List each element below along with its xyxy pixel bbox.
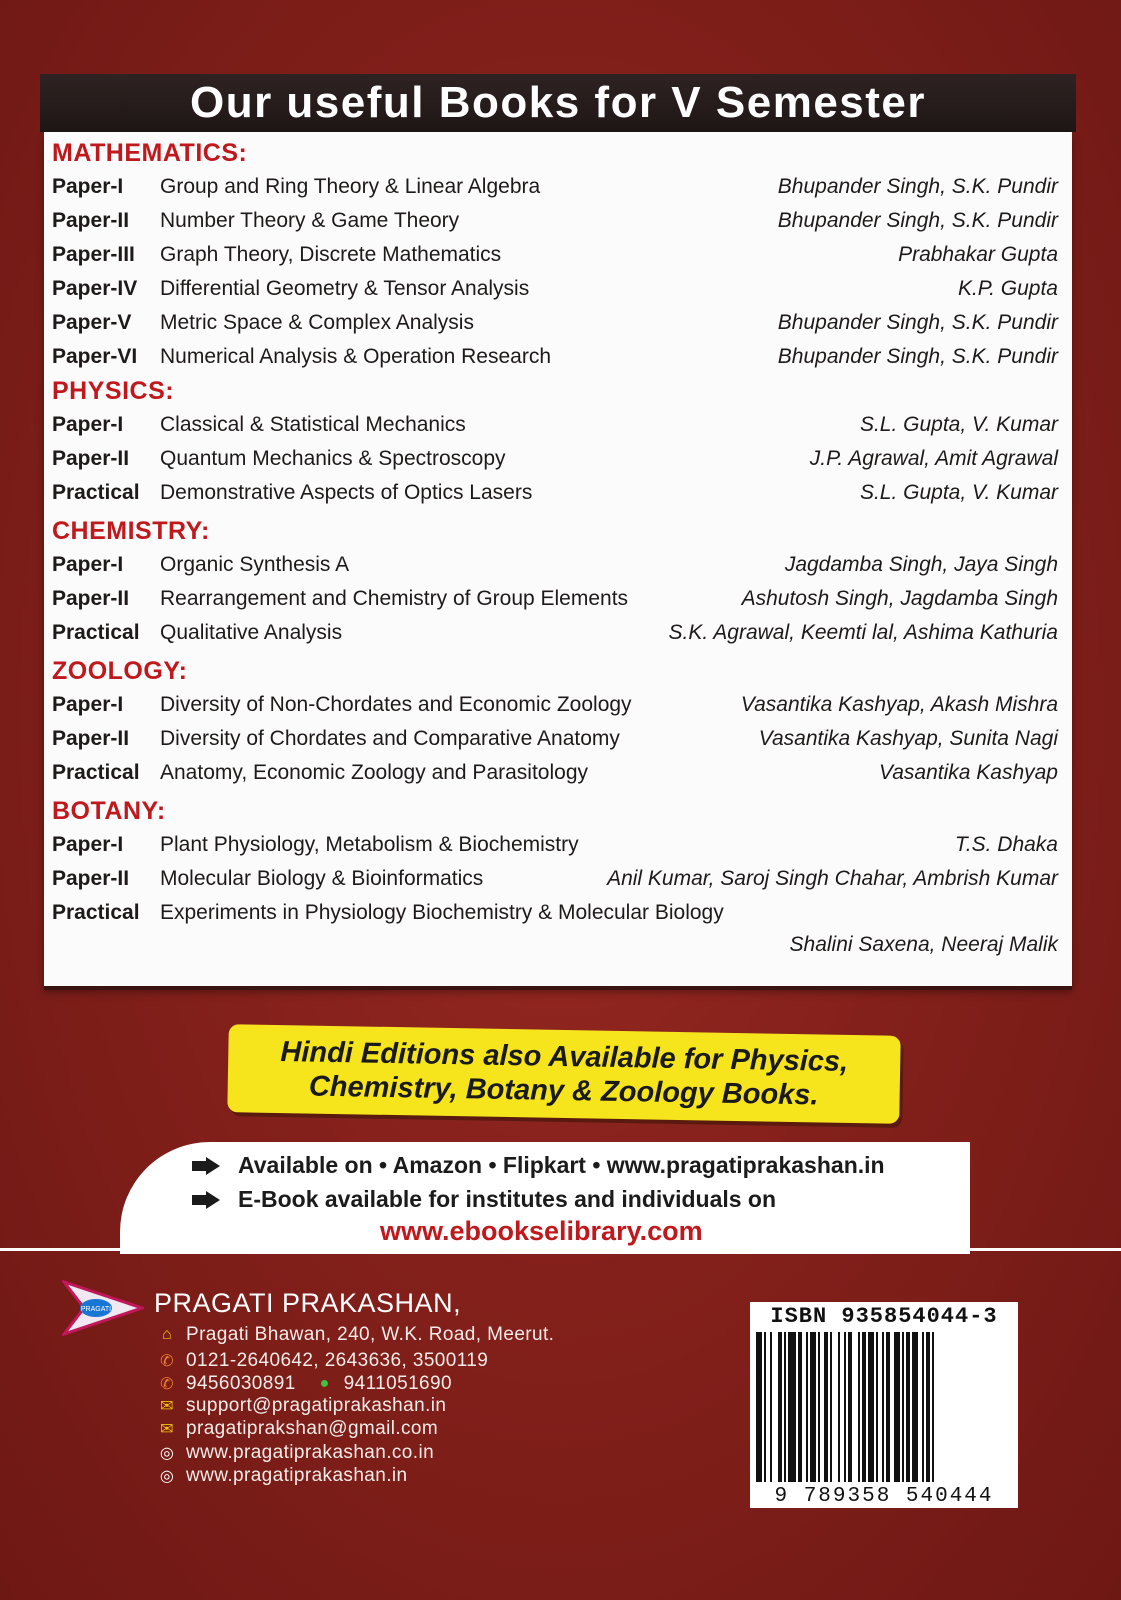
book-row: [52, 340, 1058, 374]
book-title: Diversity of Chordates and Comparative Anatomy: [160, 727, 620, 750]
book-row: [52, 616, 1058, 650]
mail-icon: ✉: [160, 1398, 174, 1415]
section-title: MATHEMATICS:: [52, 139, 248, 167]
whatsapp-icon: ●: [319, 1375, 330, 1392]
book-row: [52, 442, 1058, 476]
book-row: [52, 582, 1058, 616]
logo-text: PRAGATI: [80, 1306, 112, 1313]
book-author: S.L. Gupta, V. Kumar: [859, 413, 1058, 436]
section-physics: [52, 374, 1058, 510]
paper-label: Paper-I: [52, 175, 124, 198]
book-author: Bhupander Singh, S.K. Pundir: [777, 209, 1058, 232]
page-title: Our useful Books for V Semester: [189, 78, 927, 127]
paper-label: Paper-II: [52, 727, 130, 750]
arrow-right-icon: [192, 1157, 224, 1175]
book-title: Graph Theory, Discrete Mathematics: [160, 243, 502, 266]
book-title: Diversity of Non-Chordates and Economic Zoology: [160, 693, 632, 716]
isbn-digits: 9 789358 540444: [750, 1485, 1018, 1508]
publisher-info: [62, 1270, 702, 1500]
paper-label: Paper-II: [52, 447, 130, 470]
phone-text: 0121-2640642, 2643636, 3500119: [186, 1350, 489, 1371]
book-title: Differential Geometry & Tensor Analysis: [160, 277, 530, 300]
section-zoology: [52, 654, 1058, 790]
notice-line: Chemistry, Botany & Zoology Books.: [308, 1070, 819, 1112]
book-title: Group and Ring Theory & Linear Algebra: [160, 175, 541, 198]
book-title: Numerical Analysis & Operation Research: [160, 345, 552, 368]
paper-label: Paper-IV: [52, 277, 138, 300]
book-author: K.P. Gupta: [957, 277, 1058, 300]
book-author: Vasantika Kashyap, Akash Mishra: [740, 693, 1058, 716]
book-author: Bhupander Singh, S.K. Pundir: [777, 345, 1058, 368]
book-author: T.S. Dhaka: [954, 833, 1058, 856]
website-text: www.pragatiprakashan.in: [186, 1465, 408, 1486]
isbn-barcode: [750, 1302, 1018, 1508]
publisher-logo-icon: [62, 1280, 144, 1336]
book-title: Rearrangement and Chemistry of Group Elements: [160, 587, 629, 610]
isbn-label: ISBN 935854044-3: [770, 1304, 998, 1329]
section-title: ZOOLOGY:: [52, 657, 188, 685]
book-author: Ashutosh Singh, Jagdamba Singh: [741, 587, 1058, 610]
book-row: [52, 548, 1058, 582]
book-title: Experiments in Physiology Biochemistry & Molecular Biology: [160, 901, 724, 924]
header-bar: [40, 74, 1076, 132]
paper-label: Paper-III: [52, 243, 135, 266]
book-title: Metric Space & Complex Analysis: [160, 311, 474, 334]
book-title: Classical & Statistical Mechanics: [160, 413, 466, 436]
book-author: Anil Kumar, Saroj Singh Chahar, Ambrish Kumar: [607, 867, 1058, 890]
address-line: [156, 1324, 554, 1346]
book-title: Anatomy, Economic Zoology and Parasitology: [160, 761, 588, 784]
book-row: [52, 272, 1058, 306]
home-icon: ⌂: [161, 1326, 173, 1343]
section-mathematics: [52, 136, 1058, 374]
book-row: [52, 722, 1058, 756]
book-author: S.L. Gupta, V. Kumar: [859, 481, 1058, 504]
ebook-url-link[interactable]: www.ebookselibrary.com: [380, 1216, 703, 1246]
paper-label: Practical: [52, 761, 140, 784]
book-title: Quantum Mechanics & Spectroscopy: [160, 447, 506, 470]
book-row: [52, 688, 1058, 722]
email-text: pragatiprakshan@gmail.com: [186, 1418, 439, 1439]
availability-text: Available on • Amazon • Flipkart • www.pragatiprakashan.in: [238, 1152, 885, 1178]
book-title: Demonstrative Aspects of Optics Lasers: [160, 481, 533, 504]
book-list-panel: [44, 132, 1072, 986]
book-author: Bhupander Singh, S.K. Pundir: [777, 175, 1058, 198]
phone-icon: ✆: [160, 1376, 174, 1393]
book-title: Qualitative Analysis: [160, 621, 343, 644]
publisher-name: PRAGATI PRAKASHAN,: [154, 1288, 462, 1318]
book-row: [52, 476, 1058, 510]
book-author: Prabhakar Gupta: [898, 243, 1058, 266]
book-title: Plant Physiology, Metabolism & Biochemistry: [160, 833, 579, 856]
paper-label: Practical: [52, 901, 140, 924]
email-text: support@pragatiprakashan.in: [186, 1395, 447, 1416]
book-title: Organic Synthesis A: [160, 553, 350, 576]
mobile-text: 9456030891: [186, 1373, 296, 1394]
book-title: Number Theory & Game Theory: [160, 209, 460, 232]
globe-icon: ◎: [159, 1445, 175, 1462]
mobile-line: [156, 1373, 452, 1395]
address-text: Pragati Bhawan, 240, W.K. Road, Meerut.: [186, 1324, 555, 1345]
section-title: BOTANY:: [52, 797, 166, 825]
book-row: [52, 896, 1058, 930]
section-title: PHYSICS:: [52, 377, 175, 405]
section-title: CHEMISTRY:: [52, 517, 210, 545]
email-line: [156, 1418, 438, 1440]
globe-icon: ◎: [159, 1468, 175, 1485]
paper-label: Paper-V: [52, 311, 132, 334]
book-author: Vasantika Kashyap, Sunita Nagi: [758, 727, 1058, 750]
section-chemistry: [52, 514, 1058, 650]
hindi-editions-notice: [227, 1024, 900, 1124]
paper-label: Paper-I: [52, 833, 124, 856]
paper-label: Paper-I: [52, 553, 124, 576]
ebook-text: E-Book available for institutes and individuals on: [238, 1186, 777, 1212]
paper-label: Practical: [52, 481, 140, 504]
section-botany: [52, 794, 1058, 960]
book-row: [52, 828, 1058, 862]
email-line: [156, 1395, 446, 1417]
book-author: Vasantika Kashyap: [878, 761, 1058, 784]
book-row: [52, 862, 1058, 896]
book-author: Jagdamba Singh, Jaya Singh: [784, 553, 1058, 576]
availability-line: [192, 1152, 885, 1179]
website-line: [156, 1442, 434, 1464]
phone-icon: ✆: [160, 1353, 174, 1370]
book-author: J.P. Agrawal, Amit Agrawal: [809, 447, 1058, 470]
book-author: Shalini Saxena, Neeraj Malik: [789, 933, 1058, 956]
book-row: [52, 306, 1058, 340]
paper-label: Paper-VI: [52, 345, 138, 368]
paper-label: Paper-I: [52, 693, 124, 716]
paper-label: Paper-I: [52, 413, 124, 436]
website-line: [156, 1465, 407, 1487]
arrow-right-icon: [192, 1191, 224, 1209]
paper-label: Paper-II: [52, 867, 130, 890]
book-row: [52, 238, 1058, 272]
book-row: [52, 204, 1058, 238]
paper-label: Paper-II: [52, 209, 130, 232]
book-title: Molecular Biology & Bioinformatics: [160, 867, 484, 890]
book-row: [52, 408, 1058, 442]
mail-icon: ✉: [160, 1421, 174, 1438]
book-author: S.K. Agrawal, Keemti lal, Ashima Kathuria: [668, 621, 1058, 644]
website-text: www.pragatiprakashan.co.in: [186, 1442, 435, 1463]
paper-label: Practical: [52, 621, 140, 644]
availability-box: [120, 1142, 970, 1254]
whatsapp-text: 9411051690: [343, 1373, 452, 1394]
notice-line: Hindi Editions also Available for Physics,: [280, 1036, 849, 1078]
book-row: [52, 170, 1058, 204]
ebook-line: [192, 1186, 776, 1213]
paper-label: Paper-II: [52, 587, 130, 610]
phone-line: [156, 1350, 488, 1372]
barcode-icon: [756, 1332, 1012, 1482]
book-row: [52, 756, 1058, 790]
book-author: Bhupander Singh, S.K. Pundir: [777, 311, 1058, 334]
